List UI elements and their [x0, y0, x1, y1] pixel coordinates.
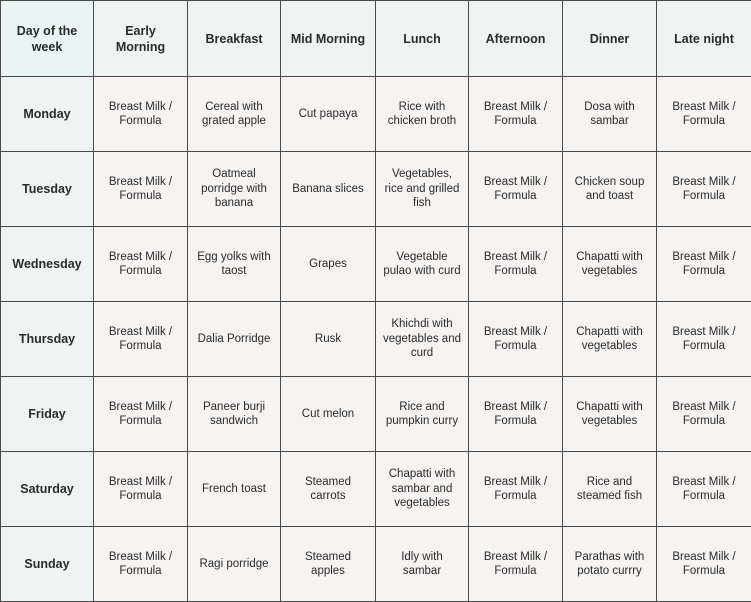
column-header: Lunch [376, 1, 469, 77]
meal-cell: Breast Milk / Formula [469, 152, 563, 227]
meal-cell: Breast Milk / Formula [657, 527, 751, 602]
meal-cell: Paneer burji sandwich [188, 377, 281, 452]
meal-cell: Parathas with potato currry [563, 527, 657, 602]
meal-cell: Cereal with grated apple [188, 77, 281, 152]
meal-cell: Rice and pumpkin curry [376, 377, 469, 452]
meal-cell: Chicken soup and toast [563, 152, 657, 227]
table-row [1, 527, 751, 602]
day-cell: Thursday [1, 302, 94, 377]
meal-cell: Breast Milk / Formula [657, 152, 751, 227]
meal-cell: Egg yolks with taost [188, 227, 281, 302]
meal-cell: Breast Milk / Formula [657, 77, 751, 152]
meal-cell: Breast Milk / Formula [94, 227, 188, 302]
meal-cell: Banana slices [281, 152, 376, 227]
column-header: Dinner [563, 1, 657, 77]
meal-cell: Breast Milk / Formula [94, 377, 188, 452]
day-cell: Monday [1, 77, 94, 152]
column-header: Afternoon [469, 1, 563, 77]
column-header: Breakfast [188, 1, 281, 77]
meal-cell: Chapatti with vegetables [563, 302, 657, 377]
meal-cell: Breast Milk / Formula [94, 527, 188, 602]
table-row [1, 452, 751, 527]
header-row [1, 1, 751, 77]
meal-cell: Cut melon [281, 377, 376, 452]
meal-cell: Cut papaya [281, 77, 376, 152]
meal-cell: Breast Milk / Formula [469, 527, 563, 602]
table-row [1, 302, 751, 377]
meal-cell: Breast Milk / Formula [657, 227, 751, 302]
meal-cell: Breast Milk / Formula [469, 302, 563, 377]
meal-cell: Vegetable pulao with curd [376, 227, 469, 302]
meal-cell: French toast [188, 452, 281, 527]
meal-cell: Breast Milk / Formula [94, 302, 188, 377]
meal-cell: Breast Milk / Formula [469, 227, 563, 302]
column-header: Late night [657, 1, 751, 77]
day-cell: Tuesday [1, 152, 94, 227]
day-cell: Friday [1, 377, 94, 452]
meal-cell: Breast Milk / Formula [469, 452, 563, 527]
meal-cell: Rice and steamed fish [563, 452, 657, 527]
day-cell: Wednesday [1, 227, 94, 302]
meal-cell: Chapatti with vegetables [563, 377, 657, 452]
meal-cell: Rice with chicken broth [376, 77, 469, 152]
meal-cell: Khichdi with vegetables and curd [376, 302, 469, 377]
meal-cell: Breast Milk / Formula [469, 77, 563, 152]
table-row [1, 377, 751, 452]
table-row [1, 77, 751, 152]
meal-cell: Dosa with sambar [563, 77, 657, 152]
meal-cell: Breast Milk / Formula [94, 452, 188, 527]
table-row [1, 152, 751, 227]
column-header: Early Morning [94, 1, 188, 77]
meal-cell: Breast Milk / Formula [657, 452, 751, 527]
meal-cell: Rusk [281, 302, 376, 377]
meal-cell: Idly with sambar [376, 527, 469, 602]
day-cell: Saturday [1, 452, 94, 527]
meal-cell: Breast Milk / Formula [657, 302, 751, 377]
meal-cell: Ragi porridge [188, 527, 281, 602]
meal-cell: Oatmeal porridge with banana [188, 152, 281, 227]
meal-cell: Chapatti with vegetables [563, 227, 657, 302]
column-header: Day of the week [1, 1, 94, 77]
meal-cell: Breast Milk / Formula [94, 77, 188, 152]
meal-cell: Dalia Porridge [188, 302, 281, 377]
meal-cell: Vegetables, rice and grilled fish [376, 152, 469, 227]
meal-cell: Chapatti with sambar and vegetables [376, 452, 469, 527]
meal-cell: Steamed carrots [281, 452, 376, 527]
meal-cell: Breast Milk / Formula [94, 152, 188, 227]
meal-cell: Grapes [281, 227, 376, 302]
meal-cell: Steamed apples [281, 527, 376, 602]
column-header: Mid Morning [281, 1, 376, 77]
meal-cell: Breast Milk / Formula [657, 377, 751, 452]
table-row [1, 227, 751, 302]
day-cell: Sunday [1, 527, 94, 602]
meal-cell: Breast Milk / Formula [469, 377, 563, 452]
